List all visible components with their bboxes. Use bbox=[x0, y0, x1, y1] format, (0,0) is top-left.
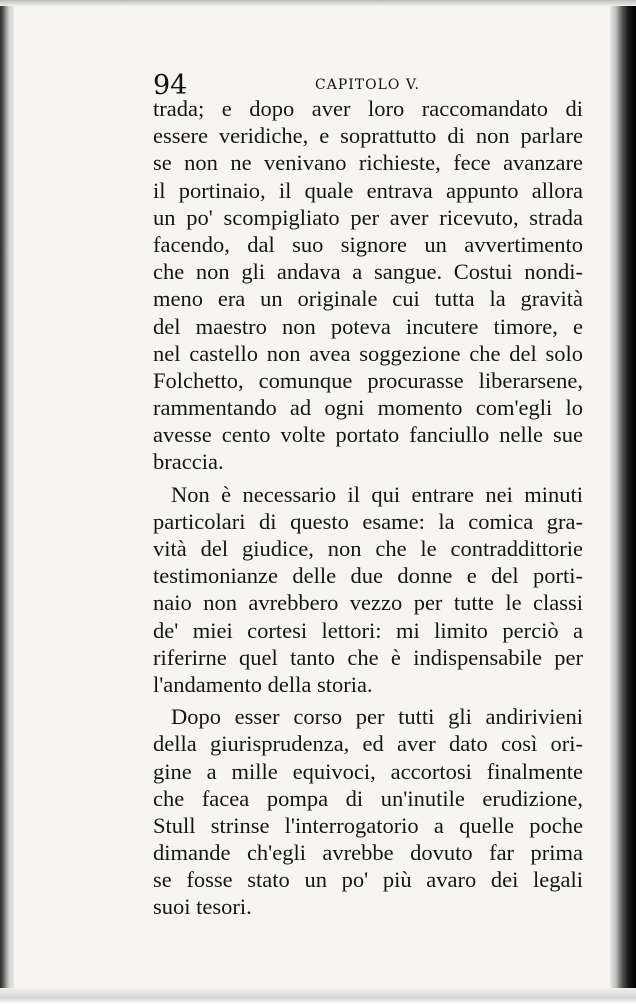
text-line: che non gli andava a sangue. Costui nondi- bbox=[153, 259, 583, 285]
text-line: braccia. bbox=[153, 449, 224, 475]
text-line: vità del giudice, non che le contraddittorie bbox=[153, 536, 583, 561]
text-line: riferirne quel tanto che è indispensabile per bbox=[153, 644, 583, 670]
text-line: che facea pompa di un'inutile erudizione, bbox=[153, 785, 583, 811]
text-line: Folchetto, comunque procurasse liberarsene, bbox=[153, 367, 583, 393]
text-line: meno era un originale cui tutta la gravità bbox=[153, 286, 583, 312]
text-line: naio non avrebbero vezzo per tutte le classi bbox=[153, 590, 583, 616]
text-line: essere veridiche, e soprattutto di non parlare bbox=[153, 123, 583, 149]
text-line: dimande ch'egli avrebbe dovuto far prima bbox=[153, 840, 583, 866]
text-line: Stull strinse l'interrogatorio a quelle poche bbox=[153, 812, 583, 838]
text-line: suoi tesori. bbox=[153, 894, 252, 920]
text-line: del maestro non poteva incutere timore, e bbox=[153, 313, 583, 339]
text-line: avesse cento volte portato fanciullo nelle sue bbox=[153, 422, 583, 448]
text-line: trada; e dopo aver loro raccomandato di bbox=[153, 96, 583, 121]
text-line: Dopo esser corso per tutti gli andirivieni bbox=[171, 704, 583, 730]
page-bottom-edge bbox=[0, 988, 636, 1004]
text-line: se fosse stato un po' più avaro dei legali bbox=[153, 867, 583, 893]
text-line: l'andamento della storia. bbox=[153, 671, 373, 697]
text-line: il portinaio, il quale entrava appunto allora bbox=[153, 177, 583, 203]
text-line: un po' scompigliato per aver ricevuto, strada bbox=[153, 204, 583, 230]
text-line: gine a mille equivoci, accortosi finalmente bbox=[153, 758, 583, 784]
page-number: 94 bbox=[153, 70, 188, 101]
text-line: rammentando ad ogni momento com'egli lo bbox=[153, 395, 583, 421]
text-line: se non ne venivano richieste, fece avanzare bbox=[153, 150, 583, 176]
page-left-edge-shadow bbox=[0, 0, 14, 1004]
page-right-edge-shadow bbox=[610, 0, 636, 1004]
text-line: particolari di questo esame: la comica gra- bbox=[153, 508, 583, 534]
running-head: CAPITOLO V. bbox=[315, 77, 420, 93]
page-top-edge bbox=[0, 0, 636, 6]
text-line: facendo, dal suo signore un avvertimento bbox=[153, 231, 583, 257]
text-line: della giurisprudenza, ed aver dato così ori- bbox=[153, 731, 583, 757]
body-text bbox=[153, 95, 583, 921]
text-line: Non è necessario il qui entrare nei minuti bbox=[171, 481, 583, 507]
text-line: nel castello non avea soggezione che del solo bbox=[153, 340, 583, 366]
text-line: de' miei cortesi lettori: mi limito perciò a bbox=[153, 617, 583, 643]
text-line: testimonianze delle due donne e del porti- bbox=[153, 563, 583, 589]
